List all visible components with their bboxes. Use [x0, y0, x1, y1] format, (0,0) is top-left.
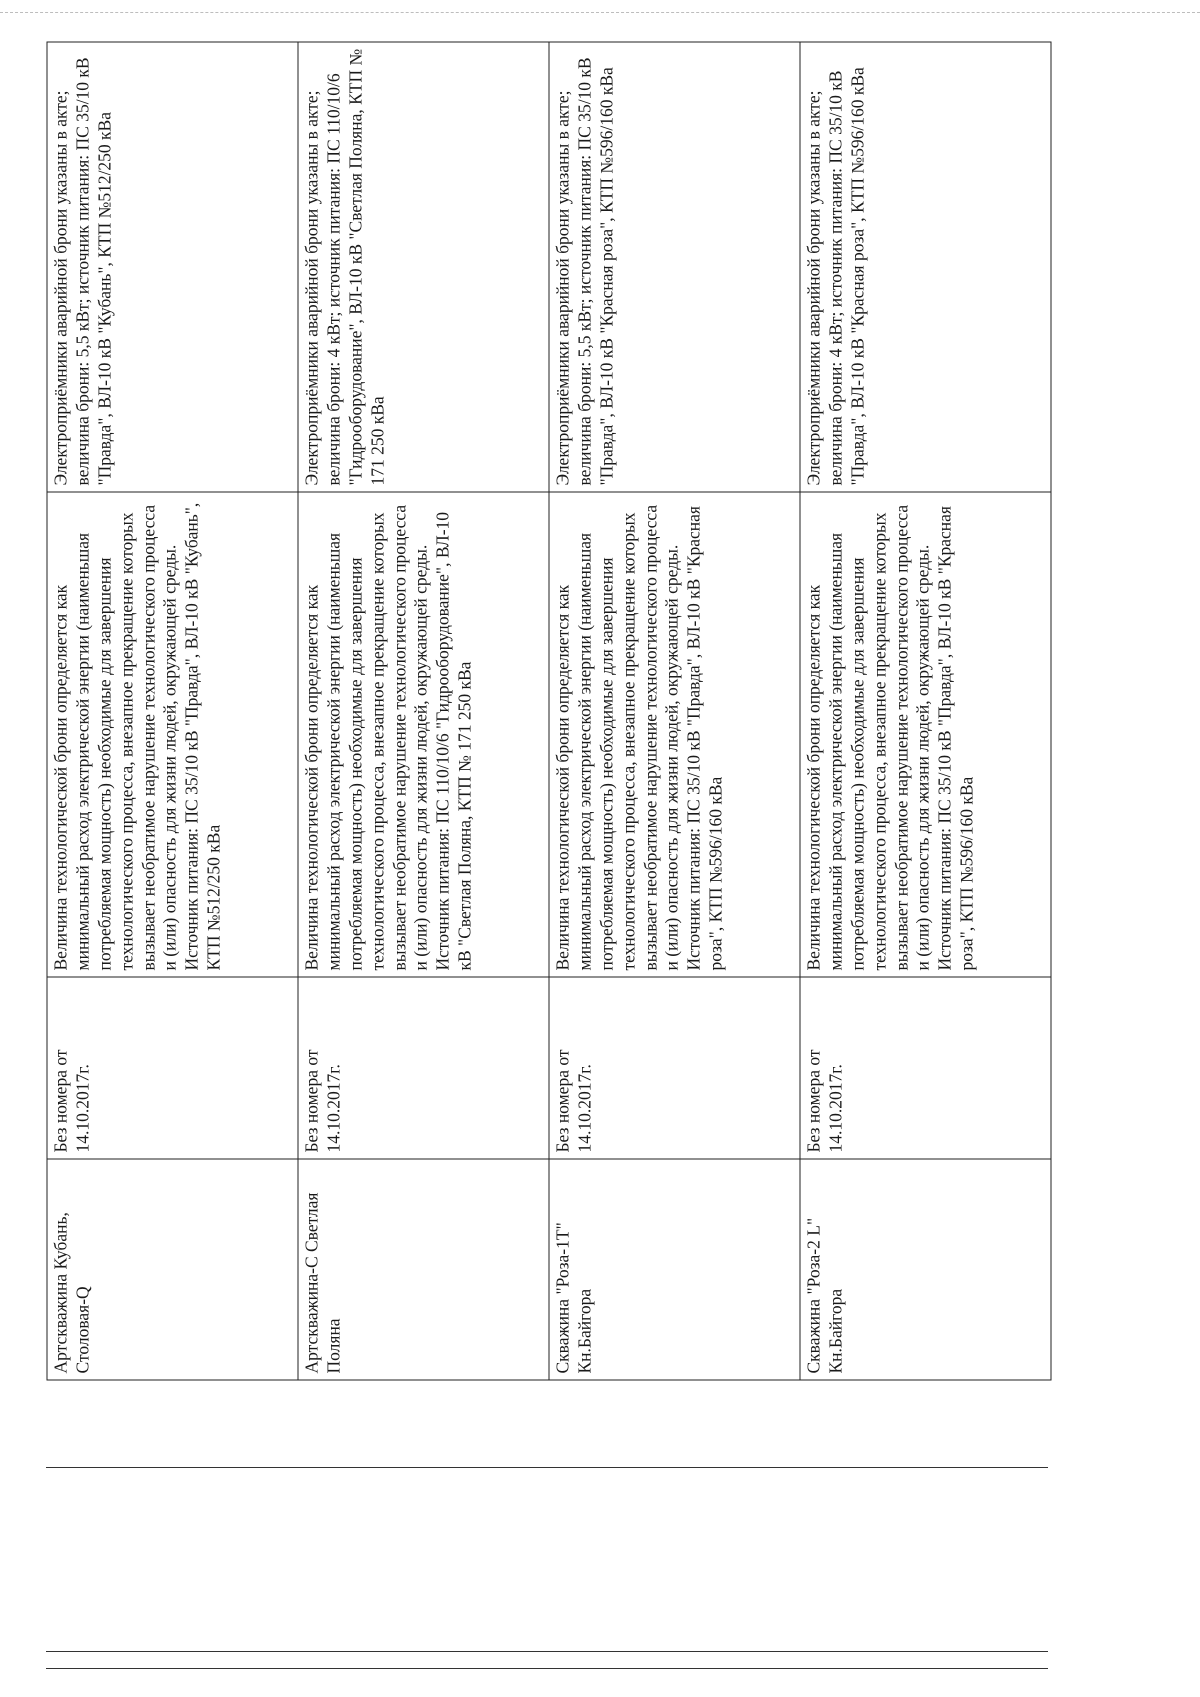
table-row [298, 42, 549, 1380]
act-cell: Без номера от 14.10.2017г. [298, 977, 549, 1159]
reservation-table [47, 42, 1052, 1381]
tech-reserve-cell: Величина технологической брони определяется как минимальный расход электрической энергии (наименьшая потребляемая мощность) необходимые для завершения технологического процесса, внезапное прекращение которых вызывает необратимое нарушение технологического процесса и (или) опасность для жизни людей, окружающей среды. Источник питания: ПС 110/10/6 "Гидрооборудование", ВЛ-10 кВ "Светлая Поляна, КТП № 171 250 кВа [298, 492, 549, 977]
table-row [800, 42, 1051, 1380]
emergency-reserve-cell: Электроприёмники аварийной брони указаны в акте; величина брони: 5,5 кВт; источник питания: ПС 35/10 кВ "Правда", ВЛ-10 кВ "Кубань", КТП №512/250 кВа [47, 42, 298, 492]
emergency-reserve-cell: Электроприёмники аварийной брони указаны в акте; величина брони: 4 кВт; источник питания: ПС 35/10 кВ "Правда", ВЛ-10 кВ "Красная роза", КТП №596/160 кВа [800, 42, 1051, 492]
tech-reserve-cell: Величина технологической брони определяется как минимальный расход электрической энергии (наименьшая потребляемая мощность) необходимые для завершения технологического процесса, внезапное прекращение которых вызывает необратимое нарушение технологического процесса и (или) опасность для жизни людей, окружающей среды. Источник питания: ПС 35/10 кВ "Правда", ВЛ-10 кВ "Красная роза", КТП №596/160 кВа [549, 492, 800, 977]
divider-line [46, 1467, 1048, 1468]
emergency-reserve-cell: Электроприёмники аварийной брони указаны в акте; величина брони: 4 кВт; источник питания: ПС 110/10/6 "Гидрооборудование", ВЛ-10 кВ "Светлая Поляна, КТП № 171 250 кВа [298, 42, 549, 492]
tech-reserve-cell: Величина технологической брони определяется как минимальный расход электрической энергии (наименьшая потребляемая мощность) необходимые для завершения технологического процесса, внезапное прекращение которых вызывает необратимое нарушение технологического процесса и (или) опасность для жизни людей, окружающей среды. Источник питания: ПС 35/10 кВ "Правда", ВЛ-10 кВ "Кубань", КТП №512/250 кВа [47, 492, 298, 977]
object-cell: Артскважина-С Светлая Поляна [298, 1159, 549, 1380]
divider-line [46, 1651, 1048, 1652]
divider-line [46, 1668, 1048, 1669]
table-row [47, 42, 298, 1380]
tech-reserve-cell: Величина технологической брони определяется как минимальный расход электрической энергии (наименьшая потребляемая мощность) необходимые для завершения технологического процесса, внезапное прекращение которых вызывает необратимое нарушение технологического процесса и (или) опасность для жизни людей, окружающей среды. Источник питания: ПС 35/10 кВ "Правда", ВЛ-10 кВ "Красная роза", КТП №596/160 кВа [800, 492, 1051, 977]
object-cell: Артскважина Кубань, Столовая-Q [47, 1159, 298, 1380]
act-cell: Без номера от 14.10.2017г. [549, 977, 800, 1159]
object-cell: Скважина "Роза-1Т" Кн.Байгора [549, 1159, 800, 1380]
scan-top-edge [0, 12, 1200, 13]
emergency-reserve-cell: Электроприёмники аварийной брони указаны в акте; величина брони: 5,5 кВт; источник питания: ПС 35/10 кВ "Правда", ВЛ-10 кВ "Красная роза", КТП №596/160 кВа [549, 42, 800, 492]
table-row [549, 42, 800, 1380]
act-cell: Без номера от 14.10.2017г. [47, 977, 298, 1159]
object-cell: Скважина "Роза-2 L" Кн.Байгора [800, 1159, 1051, 1380]
act-cell: Без номера от 14.10.2017г. [800, 977, 1051, 1159]
rotated-table-container [47, 43, 1048, 1381]
